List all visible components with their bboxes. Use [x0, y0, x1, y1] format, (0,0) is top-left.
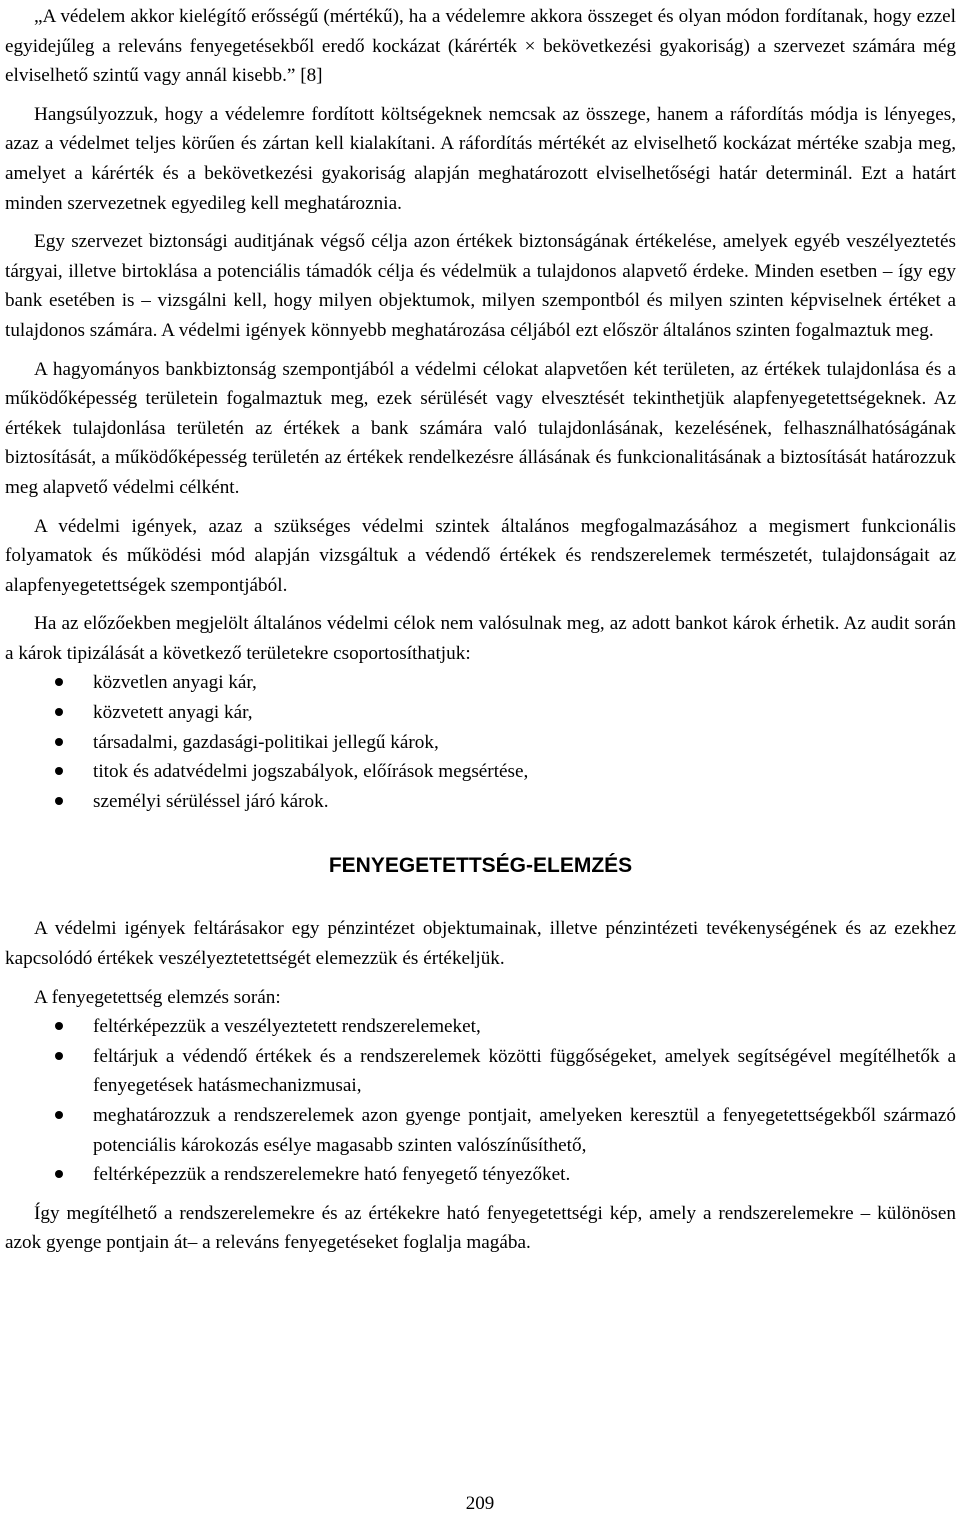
section-heading-wrap [5, 851, 956, 881]
list-item: feltárjuk a védendő értékek és a rendszerelemek közötti függőségeket, amelyek segítségével megítélhetők a fenyegetések hatásmechanizmusai, [5, 1042, 956, 1101]
bullet-icon [55, 738, 63, 746]
list-item: társadalmi, gazdasági-politikai jellegű károk, [5, 728, 956, 758]
paragraph-damages-intro: Ha az előzőekben megjelölt általános védelmi célok nem valósulnak meg, az adott bankot károk érhetik. Az audit során a károk tipizálását a következő területekre csoportosíthatjuk: [5, 613, 956, 664]
document-page [5, 0, 956, 1258]
section-heading: FENYEGETETTSÉG-ELEMZÉS [328, 854, 633, 878]
bullet-icon [55, 1111, 63, 1119]
bullet-icon [55, 1052, 63, 1060]
analysis-steps-list [5, 1012, 956, 1190]
paragraph-protection-needs: A védelmi igények, azaz a szükséges védelmi szintek általános megfogalmazásához a megismert funkcionális folyamatok és működési mód alapján vizsgáltuk a védendő értékek és rendszerelemek természetét, tulajdonságait az alapfenyegetettségek szempontjából. [5, 515, 956, 596]
list-item: feltérképezzük a rendszerelemekre ható fenyegető tényezőket. [5, 1160, 956, 1190]
bullet-icon [55, 1022, 63, 1030]
bullet-icon [55, 797, 63, 805]
list-item: meghatározzuk a rendszerelemek azon gyenge pontjait, amelyeken keresztül a fenyegetettségekből származó potenciális károkozás esélye magasabb szinten valószínűsíthető, [5, 1101, 956, 1160]
page-number: 209 [465, 1493, 495, 1514]
list-item: közvetlen anyagi kár, [5, 668, 956, 698]
paragraph-threat-intro: A védelmi igények feltárásakor egy pénzintézet objektumainak, illetve pénzintézeti tevékenységének és az ezekhez kapcsolódó értékek veszélyeztetettségét elemezzük és értékeljük. [5, 918, 956, 970]
damage-types-list [5, 668, 956, 816]
list-item: személyi sérüléssel járó károk. [5, 787, 956, 817]
paragraph-threat-picture: Így megítélhető a rendszerelemekre és az értékekre ható fenyegetettségi kép, amely a rendszerelemekre – különösen azok gyenge pontjain át– a releváns fenyegetéseket foglalja magába. [5, 1202, 956, 1254]
bullet-icon [55, 767, 63, 775]
list-item: közvetett anyagi kár, [5, 698, 956, 728]
list-item: feltérképezzük a veszélyeztetett rendszerelemeket, [5, 1012, 956, 1042]
paragraph-bank-security: A hagyományos bankbiztonság szempontjából a védelmi célokat alapvetően két területen, az értékek tulajdonlása és a működőképesség területein fogalmaztuk meg, ezek sérülését vagy elvesztését tekinthetjük alapfenyegetettségeknek. Az értékek tulajdonlása területén az értékek a bank számára való tulajdonlásának, kezelésének, felhasználhatóságának biztosítását, a működőképesség területén az értékek rendelkezésre állásának és funkcionalitásának a biztosítását határozzuk meg alapvető védelmi célként. [5, 358, 956, 498]
paragraph-quote: „A védelem akkor kielégítő erősségű (mértékű), ha a védelemre akkora összeget és olyan módon fordítanak, hogy ezzel egyidejűleg a releváns fenyegetésekből eredő kockázat (kárérték × bekövetkezési gyakoriság) a szervezet számára még elviselhető szintű vagy annál kisebb.” [8] [5, 6, 956, 87]
bullet-icon [55, 678, 63, 686]
paragraph-cost-emphasis: Hangsúlyozzuk, hogy a védelemre fordított költségeknek nemcsak az összege, hanem a ráfordítás módja is lényeges, azaz a védelmet teljes körűen és zártan kell kialakítani. A ráfordítás mértékét az elviselhető kockázat mértéke szabja meg, amelyet a kárérték és a bekövetkezési gyakoriság alapján meghatározott elviselhetőségi határ determinál. Ezt a határt minden szervezetnek egyedileg kell meghatároznia. [5, 103, 956, 214]
bullet-icon [55, 708, 63, 716]
bullet-icon [55, 1170, 63, 1178]
paragraph-audit-goal: Egy szervezet biztonsági auditjának végső célja azon értékek biztonságának értékelése, amelyek egyéb veszélyeztetés tárgyai, illetve birtoklása a potenciális támadók célja és védelmük a tulajdonos alapvető érdeke. Minden esetben – így egy bank esetében is – vizsgálni kell, hogy milyen objektumok, milyen szempontból és milyen szinten képviselnek értéket a tulajdonos számára. A védelmi igények könnyebb meghatározása céljából ezt először általános szinten fogalmaztuk meg. [5, 231, 956, 341]
paragraph-analysis-intro: A fenyegetettség elemzés során: [34, 986, 281, 1008]
list-item: titok és adatvédelmi jogszabályok, előírások megsértése, [5, 757, 956, 787]
